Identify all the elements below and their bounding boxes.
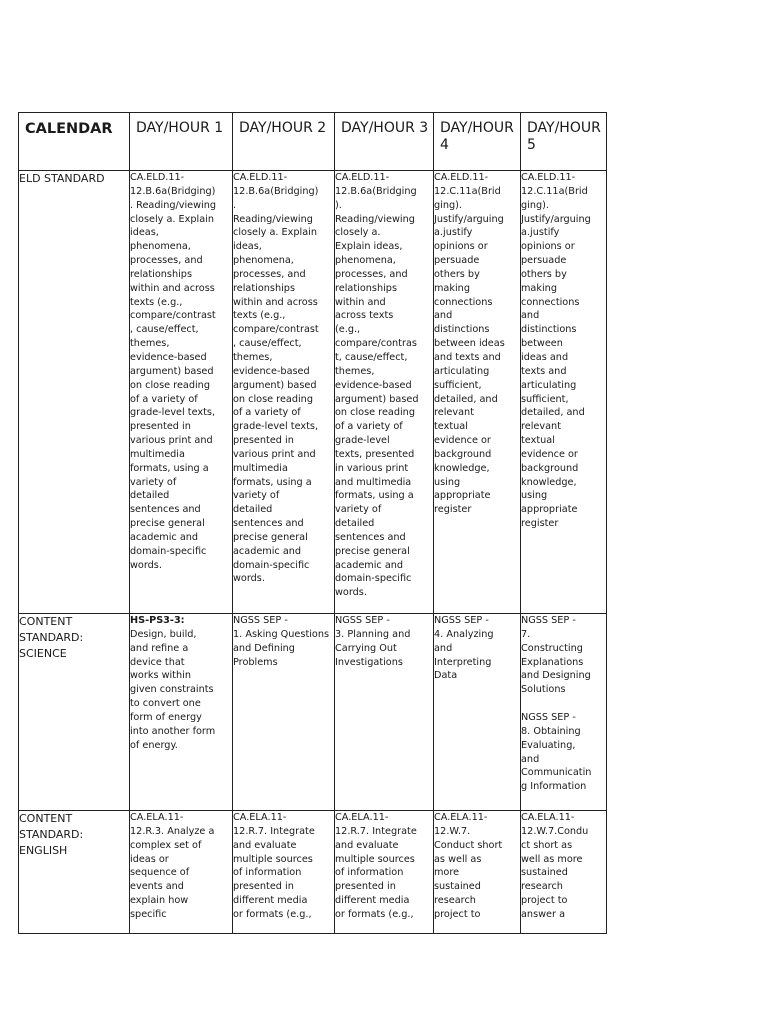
english-day1-cell: CA.ELA.11- 12.R.3. Analyze a complex set of ideas or sequence of events and explain how specific <box>130 811 233 934</box>
day-hour-3-header: DAY/HOUR 3 <box>335 113 434 171</box>
science-day2-cell: NGSS SEP - 1. Asking Questions and Defining Problems <box>233 614 335 811</box>
day-hour-4-header: DAY/HOUR 4 <box>434 113 521 171</box>
english-day3-cell: CA.ELA.11- 12.R.7. Integrate and evaluate multiple sources of information presented in different media or formats (e.g., <box>335 811 434 934</box>
english-standard-label: CONTENT STANDARD: ENGLISH <box>19 811 130 934</box>
eld-day3-cell: CA.ELD.11- 12.B.6a(Bridging ). Reading/viewing closely a. Explain ideas, phenomena, processes, and relationships within and across texts (e.g., compare/contras t, cause/effect, themes, evidence-based argument) based on close reading of a variety of grade-level texts, presented in various print and multimedia formats, using a variety of detailed sentences and precise general academic and domain-specific words. <box>335 171 434 614</box>
day-hour-1-header: DAY/HOUR 1 <box>130 113 233 171</box>
science-day3-cell: NGSS SEP - 3. Planning and Carrying Out Investigations <box>335 614 434 811</box>
table-row <box>19 614 607 811</box>
spacer <box>521 697 606 711</box>
day-hour-5-header: DAY/HOUR 5 <box>521 113 607 171</box>
english-day2-cell: CA.ELA.11- 12.R.7. Integrate and evaluate multiple sources of information presented in different media or formats (e.g., <box>233 811 335 934</box>
eld-day5-cell: CA.ELD.11- 12.C.11a(Brid ging). Justify/arguing a.justify opinions or persuade others by making connections and distinctions between ideas and texts and articulating sufficient, detailed, and relevant textual evidence or background knowledge, using appropriate register <box>521 171 607 614</box>
science-standard-code: HS-PS3-3: <box>130 615 185 626</box>
science-day1-cell <box>130 614 233 811</box>
calendar-header: CALENDAR <box>19 113 130 171</box>
day-hour-2-header: DAY/HOUR 2 <box>233 113 335 171</box>
science-standard-text: Design, build, and refine a device that works within given constraints to convert one form of energy into another form of energy. <box>130 628 216 751</box>
table-row <box>19 171 607 614</box>
english-day5-cell: CA.ELA.11- 12.W.7.Condu ct short as well as more sustained research project to answer a <box>521 811 607 934</box>
science-day5-part1: NGSS SEP - 7. Constructing Explanations and Designing Solutions <box>521 615 591 696</box>
calendar-table <box>18 112 607 934</box>
science-day5-cell <box>521 614 607 811</box>
table-row <box>19 811 607 934</box>
eld-day1-cell: CA.ELD.11- 12.B.6a(Bridging) . Reading/viewing closely a. Explain ideas, phenomena, processes, and relationships within and across texts (e.g., compare/contrast , cause/effect, themes, evidence-based argument) based on close reading of a variety of grade-level texts, presented in various print and multimedia formats, using a variety of detailed sentences and precise general academic and domain-specific words. <box>130 171 233 614</box>
science-standard-label: CONTENT STANDARD: SCIENCE <box>19 614 130 811</box>
eld-day2-cell: CA.ELD.11- 12.B.6a(Bridging) . Reading/viewing closely a. Explain ideas, phenomena, processes, and relationships within and across texts (e.g., compare/contrast , cause/effect, themes, evidence-based argument) based on close reading of a variety of grade-level texts, presented in various print and multimedia formats, using a variety of detailed sentences and precise general academic and domain-specific words. <box>233 171 335 614</box>
science-day4-cell: NGSS SEP - 4. Analyzing and Interpreting Data <box>434 614 521 811</box>
eld-standard-label: ELD STANDARD <box>19 171 130 614</box>
eld-day4-cell: CA.ELD.11- 12.C.11a(Brid ging). Justify/arguing a.justify opinions or persuade others by making connections and distinctions between ideas and texts and articulating sufficient, detailed, and relevant textual evidence or background knowledge, using appropriate register <box>434 171 521 614</box>
english-day4-cell: CA.ELA.11- 12.W.7. Conduct short as well as more sustained research project to <box>434 811 521 934</box>
header-row <box>19 113 607 171</box>
science-day5-part2: NGSS SEP - 8. Obtaining Evaluating, and Communicatin g Information <box>521 712 592 793</box>
